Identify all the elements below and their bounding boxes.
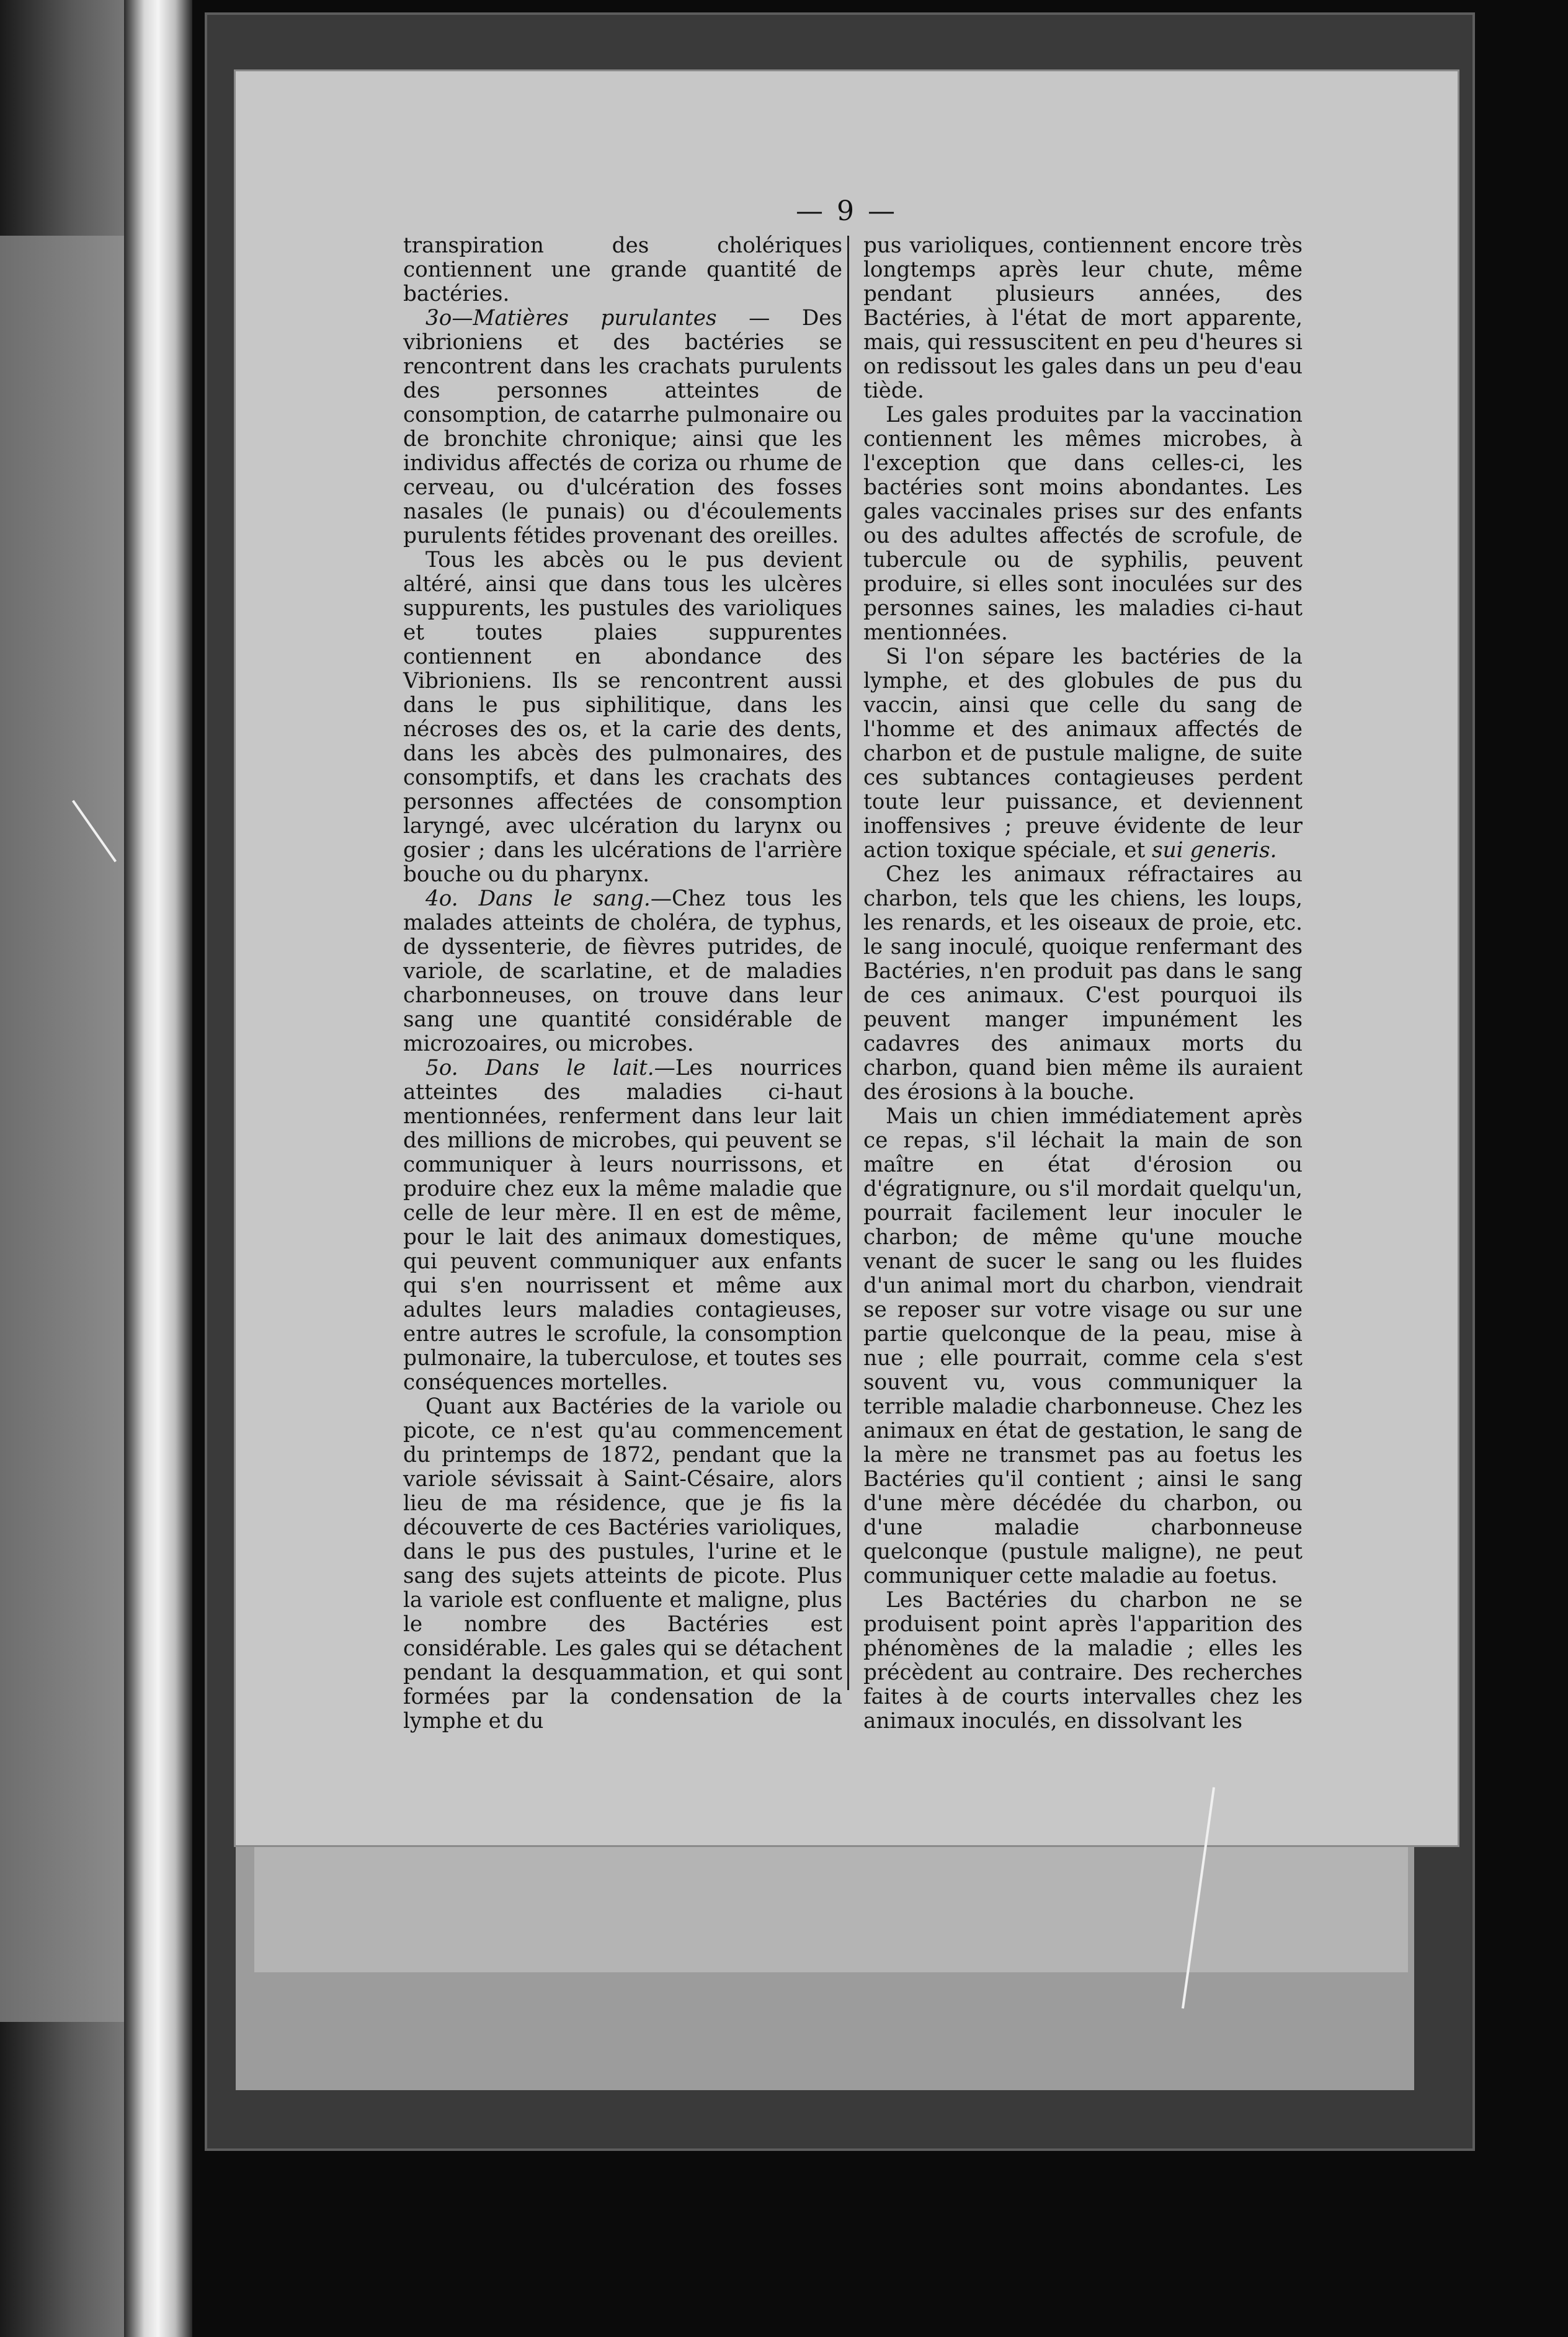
column-divider	[847, 236, 849, 1690]
paragraph	[403, 887, 842, 1056]
paragraph: transpiration des cholériques contiennent une grande quantité de bactéries.	[403, 233, 842, 306]
right-column	[863, 234, 1303, 1734]
left-column	[403, 234, 842, 1734]
paragraph: pus varioliques, contiennent encore très longtemps après leur chute, même pendant plusieurs années, des Bactéries, à l'état de mort apparente, mais, qui ressuscitent en peu d'heures si on redissout les gales dans un peu d'eau tiède.	[863, 233, 1303, 403]
paragraph: Les Bactéries du charbon ne se produisent point après l'apparition des phénomènes de la maladie ; elles les précèdent au contraire. Des recherches faites à de courts intervalles chez les animaux inoculés, en dissolvant les	[863, 1588, 1303, 1734]
italic-phrase: sui generis.	[1152, 838, 1277, 863]
paragraph-text: — Des vibrioniens et des bactéries se rencontrent dans les crachats purulents des personnes atteintes de consomption, de catarrhe pulmonaire ou de bronchite chronique; ainsi que les individus affectés de coriza ou rhume de cerveau, ou d'ulcération des fosses nasales (le punais) ou d'écoulements purulents fétides provenant des oreilles.	[403, 306, 842, 548]
paragraph: Mais un chien immédiatement après ce repas, s'il léchait la main de son maître en état d'érosion ou d'égratignure, ou s'il mordait quelqu'un, pourrait facilement leur inoculer le charbon; de même qu'une mouche venant de sucer le sang ou les fluides d'un animal mort du charbon, viendrait se reposer sur votre visage ou sur une partie quelconque de la peau, mise à nue ; elle pourrait, comme cela s'est souvent vu, vous communiquer la terrible maladie charbonneuse. Chez les animaux en état de gestation, le sang de la mère ne transmet pas au foetus les Bactéries qu'il contient ; ainsi le sang d'une mère décédée du charbon, ou d'une maladie charbonneuse quelconque (pustule maligne), ne peut communiquer cette maladie au foetus.	[863, 1104, 1303, 1588]
paragraph-text: —Les nourrices atteintes des maladies ci-haut mentionnées, renferment dans leur lait des millions de microbes, qui peuvent se communiquer à leurs nourrissons, et produire chez eux la même maladie que celle de leur mère. Il en est de même, pour le lait des animaux domestiques, qui peuvent communiquer aux enfants qui s'en nourrissent et même aux adultes leurs maladies contagieuses, entre autres le scrofule, la consomption pulmonaire, la tuberculose, et toutes ses conséquences mortelles.	[403, 1056, 842, 1395]
paragraph: Chez les animaux réfractaires au charbon, tels que les chiens, les loups, les renards, et les oiseaux de proie, etc. le sang inoculé, quoique renfermant des Bactéries, n'en produit pas dans le sang de ces animaux. C'est pourquoi ils peuvent manger impunément les cadavres des animaux morts du charbon, quand bien même ils auraient des érosions à la bouche.	[863, 862, 1303, 1105]
paragraph: Les gales produites par la vaccination contiennent les mêmes microbes, à l'exception que dans celles-ci, les bactéries sont moins abondantes. Les gales vaccinales prises sur des enfants ou des adultes affectés de scrofule, de tubercule ou de syphilis, peuvent produire, si elles sont inoculées sur des personnes saines, les maladies ci-haut mentionnées.	[863, 403, 1303, 645]
paragraph	[863, 645, 1303, 863]
section-heading: 5o. Dans le lait.	[425, 1056, 654, 1080]
paragraph: Tous les abcès ou le pus devient altéré, ainsi que dans tous les ulcères suppurents, les pustules des varioliques et toutes plaies suppurentes contiennent en abondance des Vibrioniens. Ils se rencontrent aussi dans le pus siphilitique, dans les nécroses des os, et la carie des dents, dans les abcès des pulmonaires, des consomptifs, et dans les crachats des personnes affectées de consomption laryngé, avec ulcération du larynx ou gosier ; dans les ulcérations de l'arrière bouche ou du pharynx.	[403, 548, 842, 887]
paragraph: Quant aux Bactéries de la variole ou picote, ce n'est qu'au commencement du printemps de 1872, pendant que la variole sévissait à Saint-Césaire, alors lieu de ma résidence, que je fis la découverte de ces Bactéries varioliques, dans le pus des pustules, l'urine et le sang des sujets atteints de picote. Plus la variole est confluente et maligne, plus le nombre des Bactéries est considérable. Les gales qui se détachent pendant la desquammation, et qui sont formées par la condensation de la lymphe et du	[403, 1394, 842, 1734]
page-number: — 9 —	[796, 195, 898, 227]
document-page	[236, 71, 1458, 1845]
paragraph-text: Si l'on sépare les bactéries de la lymphe, et des globules de pus du vaccin, ainsi que celle du sang de l'homme et des animaux affectés de charbon et de pustule maligne, de suite ces subtances contagieuses perdent toute leur puissance, et deviennent inoffensives ; preuve évidente de leur action toxique spéciale, et	[863, 644, 1303, 863]
book-binding	[124, 0, 192, 2337]
section-heading: 3o—Matières purulantes	[425, 306, 717, 331]
paragraph-text: —Chez tous les malades atteints de choléra, de typhus, de dyssenterie, de fièvres putrides, de variole, de scarlatine, et de maladies charbonneuses, on trouve dans leur sang une quantité considérable de microzoaires, ou microbes.	[403, 886, 843, 1056]
paragraph	[403, 306, 842, 548]
section-heading: 4o. Dans le sang.	[425, 886, 651, 911]
paragraph	[403, 1056, 842, 1395]
